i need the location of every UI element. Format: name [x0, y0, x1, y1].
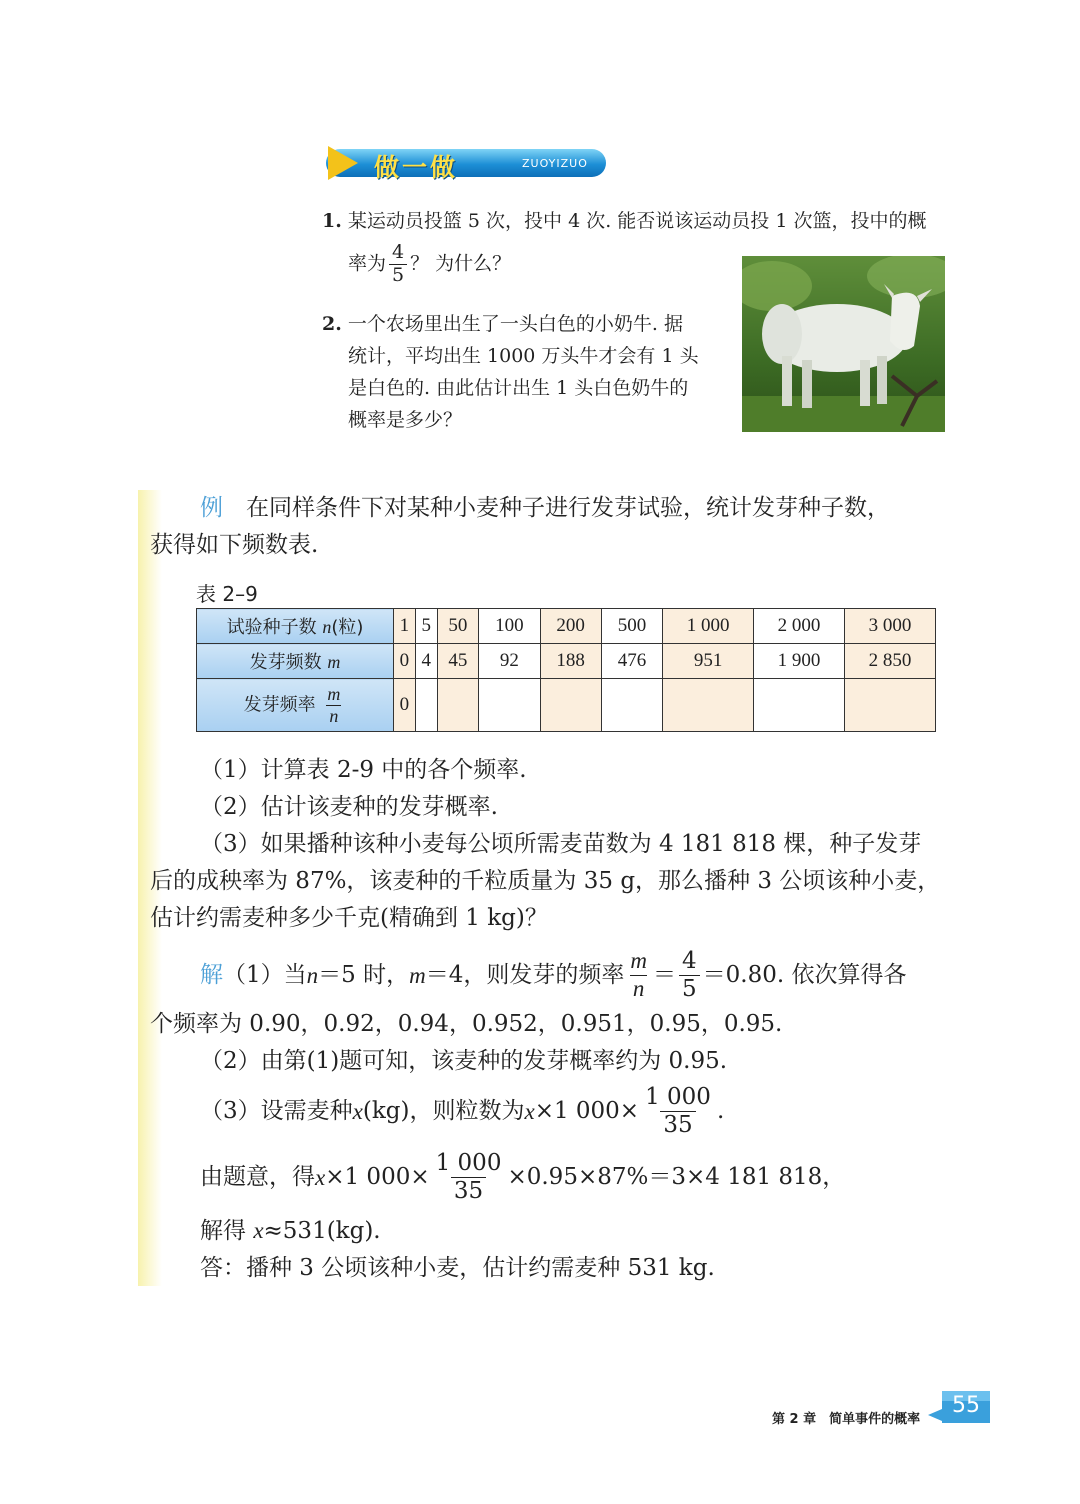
table-caption: 表 2–9 — [196, 582, 258, 606]
page-number: 55 — [952, 1393, 980, 1418]
row-header: 发芽频数 m — [197, 644, 394, 679]
example-label: 例 — [200, 495, 223, 521]
table-cell: 500 — [601, 609, 662, 644]
table-cell: 2 000 — [754, 609, 845, 644]
banner-arrow-icon — [328, 146, 358, 180]
exercise-text: 某运动员投篮 5 次，投中 4 次. 能否说该运动员投 1 次篮，投中的概 — [347, 210, 927, 232]
table-cell — [437, 679, 479, 732]
table-cell — [540, 679, 601, 732]
example-statement — [150, 490, 950, 564]
exercise-text: 是白色的. 由此估计出生 1 头白色奶牛的 — [348, 377, 689, 399]
table-cell: 1 000 — [663, 609, 754, 644]
example-text: 在同样条件下对某种小麦种子进行发芽试验，统计发芽种子数， — [246, 495, 890, 521]
example-text: 获得如下频数表. — [150, 532, 319, 558]
table-cell — [601, 679, 662, 732]
table-cell: 188 — [540, 644, 601, 679]
solution-text: （2）由第(1)题可知，该麦种的发芽概率约为 0.95. — [200, 1048, 728, 1074]
table-cell: 92 — [479, 644, 540, 679]
table-cell: 1 900 — [754, 644, 845, 679]
table-cell: 3 000 — [845, 609, 936, 644]
table-cell: 45 — [437, 644, 479, 679]
question-3: （3）如果播种该种小麦每公顷所需麦苗数为 4 181 818 棵，种子发芽 — [200, 831, 922, 857]
table-cell: 476 — [601, 644, 662, 679]
table-cell: 0 — [394, 679, 416, 732]
table-cell: 0 — [394, 644, 416, 679]
solution-line-5: 解得 x≈531(kg). — [200, 1218, 381, 1244]
fraction: $\frac{1 000}{35}$ — [645, 1084, 711, 1138]
row-header: 试验种子数 n(粒) — [197, 609, 394, 644]
page-number-tab — [928, 1389, 990, 1425]
table-cell: 50 — [437, 609, 479, 644]
table-cell — [754, 679, 845, 732]
solution-label: 解 — [200, 961, 223, 988]
solution-line-4: 由题意，得 x ×1 000× $\frac{1 000}{35}$ ×0.95×87%＝3×4 181 818， — [200, 1150, 846, 1204]
table-cell: 2 850 — [845, 644, 936, 679]
banner-title: 做一做 — [374, 153, 459, 182]
table-cell: 100 — [479, 609, 540, 644]
exercise-number: 2. — [322, 313, 342, 335]
chapter-footer: 第 2 章 简单事件的概率 — [772, 1412, 921, 1427]
frequency-table — [196, 608, 936, 732]
table-cell: 4 — [415, 644, 437, 679]
exercise-2 — [322, 308, 722, 436]
question-2: （2）估计该麦种的发芽概率. — [200, 794, 498, 820]
solution-line-1: 解 （1）当 n ＝5 时， m ＝4，则发芽的频率 $\frac{m}{n}$ ＝ $\frac{4}{5}$ ＝0.80. 依次算得各 — [200, 948, 907, 1002]
table-cell — [845, 679, 936, 732]
table-row — [197, 644, 936, 679]
table-cell: 5 — [415, 609, 437, 644]
row-header: 发芽频率 $\frac{m}{n}$ — [197, 679, 394, 732]
section-banner — [326, 146, 606, 180]
questions — [150, 752, 950, 937]
exercise-text: ？ 为什么？ — [410, 252, 512, 275]
solution — [150, 946, 950, 1287]
exercise-text: 概率是多少？ — [348, 409, 463, 431]
table-cell: 1 — [394, 609, 416, 644]
exercise-text: 率为 — [348, 252, 387, 275]
fraction: $\frac{1 000}{35}$ — [435, 1150, 502, 1204]
table-row — [197, 679, 936, 732]
solution-text: 个频率为 0.90，0.92，0.94，0.952，0.951，0.95，0.95. — [150, 1011, 783, 1037]
fraction: $\frac{m}{n}$ — [630, 948, 647, 1001]
answer-text: 答：播种 3 公顷该种小麦，估计约需麦种 531 kg. — [200, 1255, 715, 1281]
table-cell — [479, 679, 540, 732]
table-row — [197, 609, 936, 644]
banner-subtitle: ZUOYIZUO — [522, 157, 588, 170]
exercise-number: 1. — [322, 210, 342, 232]
table-cell: 200 — [540, 609, 601, 644]
white-cow-photo — [742, 256, 945, 432]
exercise-text: 统计，平均出生 1000 万头牛才会有 1 头 — [348, 345, 699, 367]
table-cell — [415, 679, 437, 732]
question-3-cont: 估计约需麦种多少千克(精确到 1 kg)？ — [150, 905, 548, 931]
question-3-cont: 后的成秧率为 87%，该麦种的千粒质量为 35 g，那么播种 3 公顷该种小麦， — [150, 868, 941, 894]
fraction: $\frac{4}{5}$ — [679, 949, 700, 1000]
fraction: $\frac{4}{5}$ — [389, 243, 407, 286]
question-1: （1）计算表 2-9 中的各个频率. — [200, 757, 527, 783]
solution-line-3: （3）设需麦种 x (kg)，则粒数为 x ×1 000× $\frac{1 000}{35}$ . — [200, 1084, 725, 1138]
exercise-text: 一个农场里出生了一头白色的小奶牛. 据 — [347, 313, 683, 335]
table-cell: 951 — [663, 644, 754, 679]
table-cell — [663, 679, 754, 732]
